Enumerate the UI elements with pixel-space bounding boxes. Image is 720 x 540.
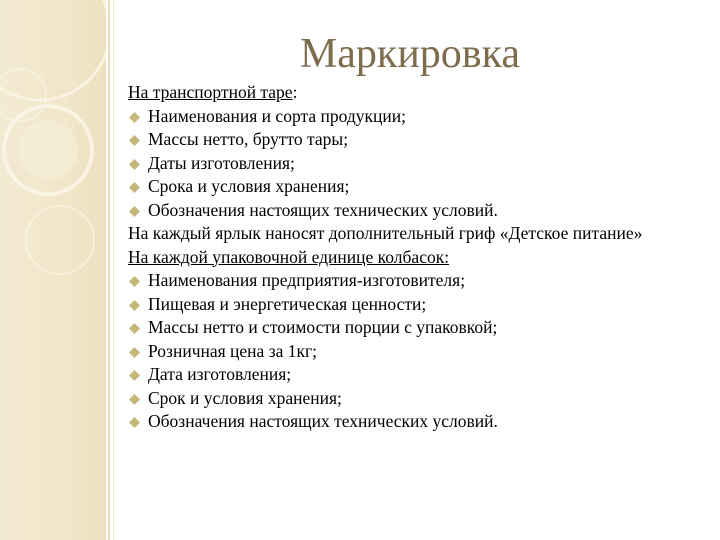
diamond-bullet-icon [129, 182, 140, 193]
diamond-bullet-icon [129, 394, 140, 405]
diamond-bullet-icon [129, 135, 140, 146]
list-item [128, 387, 708, 411]
list-item-text: Пищевая и энергетическая ценности; [148, 293, 427, 314]
list-item [128, 410, 708, 434]
diamond-bullet-icon [129, 323, 140, 334]
list-item-text: Наименования и сорта продукции; [148, 105, 406, 126]
diamond-bullet-icon [129, 112, 140, 123]
diamond-bullet-icon [129, 370, 140, 381]
decorative-circles-icon [0, 0, 106, 540]
list-item [128, 363, 708, 387]
list-item [128, 340, 708, 364]
package-heading-line [128, 246, 708, 270]
package-heading: На каждой упаковочной единице колбасок: [128, 246, 450, 267]
list-item-text: Срок и условия хранения; [148, 387, 342, 408]
slide-title [110, 28, 710, 80]
transport-heading: На транспортной таре [128, 82, 293, 102]
diamond-bullet-icon [129, 276, 140, 287]
band-divider [108, 0, 110, 540]
decorative-left-band [0, 0, 106, 540]
slide-title-text: Маркировка [299, 31, 521, 77]
list-item [128, 175, 708, 199]
diamond-bullet-icon [129, 159, 140, 170]
list-item [128, 152, 708, 176]
list-item [128, 128, 708, 152]
transport-heading-line [128, 81, 708, 105]
list-item-text: Срока и условия хранения; [148, 176, 350, 196]
list-item-text: Обозначения настоящих технических условий. [148, 199, 498, 220]
label-note: На каждый ярлык наносят дополнительный гриф «Детское питание» [128, 223, 643, 243]
list-item [128, 316, 708, 340]
diamond-bullet-icon [129, 300, 140, 311]
transport-heading-colon: : [292, 82, 298, 102]
list-item-text: Обозначения настоящих технических условий. [148, 411, 498, 431]
slide-content [128, 81, 708, 434]
list-item-text: Даты изготовления; [148, 152, 295, 173]
list-item [128, 199, 708, 223]
band-divider-thin [113, 0, 114, 540]
diamond-bullet-icon [129, 206, 140, 217]
list-item [128, 293, 708, 317]
list-item-text: Массы нетто, брутто тары; [148, 129, 349, 149]
list-item-text: Массы нетто и стоимости порции с упаковкой; [148, 317, 498, 337]
list-item [128, 105, 708, 129]
list-item-text: Наименования предприятия-изготовителя; [148, 270, 466, 290]
diamond-bullet-icon [129, 417, 140, 428]
list-item-text: Розничная цена за 1кг; [148, 340, 318, 361]
diamond-bullet-icon [129, 347, 140, 358]
list-item-text: Дата изготовления; [148, 364, 292, 384]
list-item [128, 269, 708, 293]
